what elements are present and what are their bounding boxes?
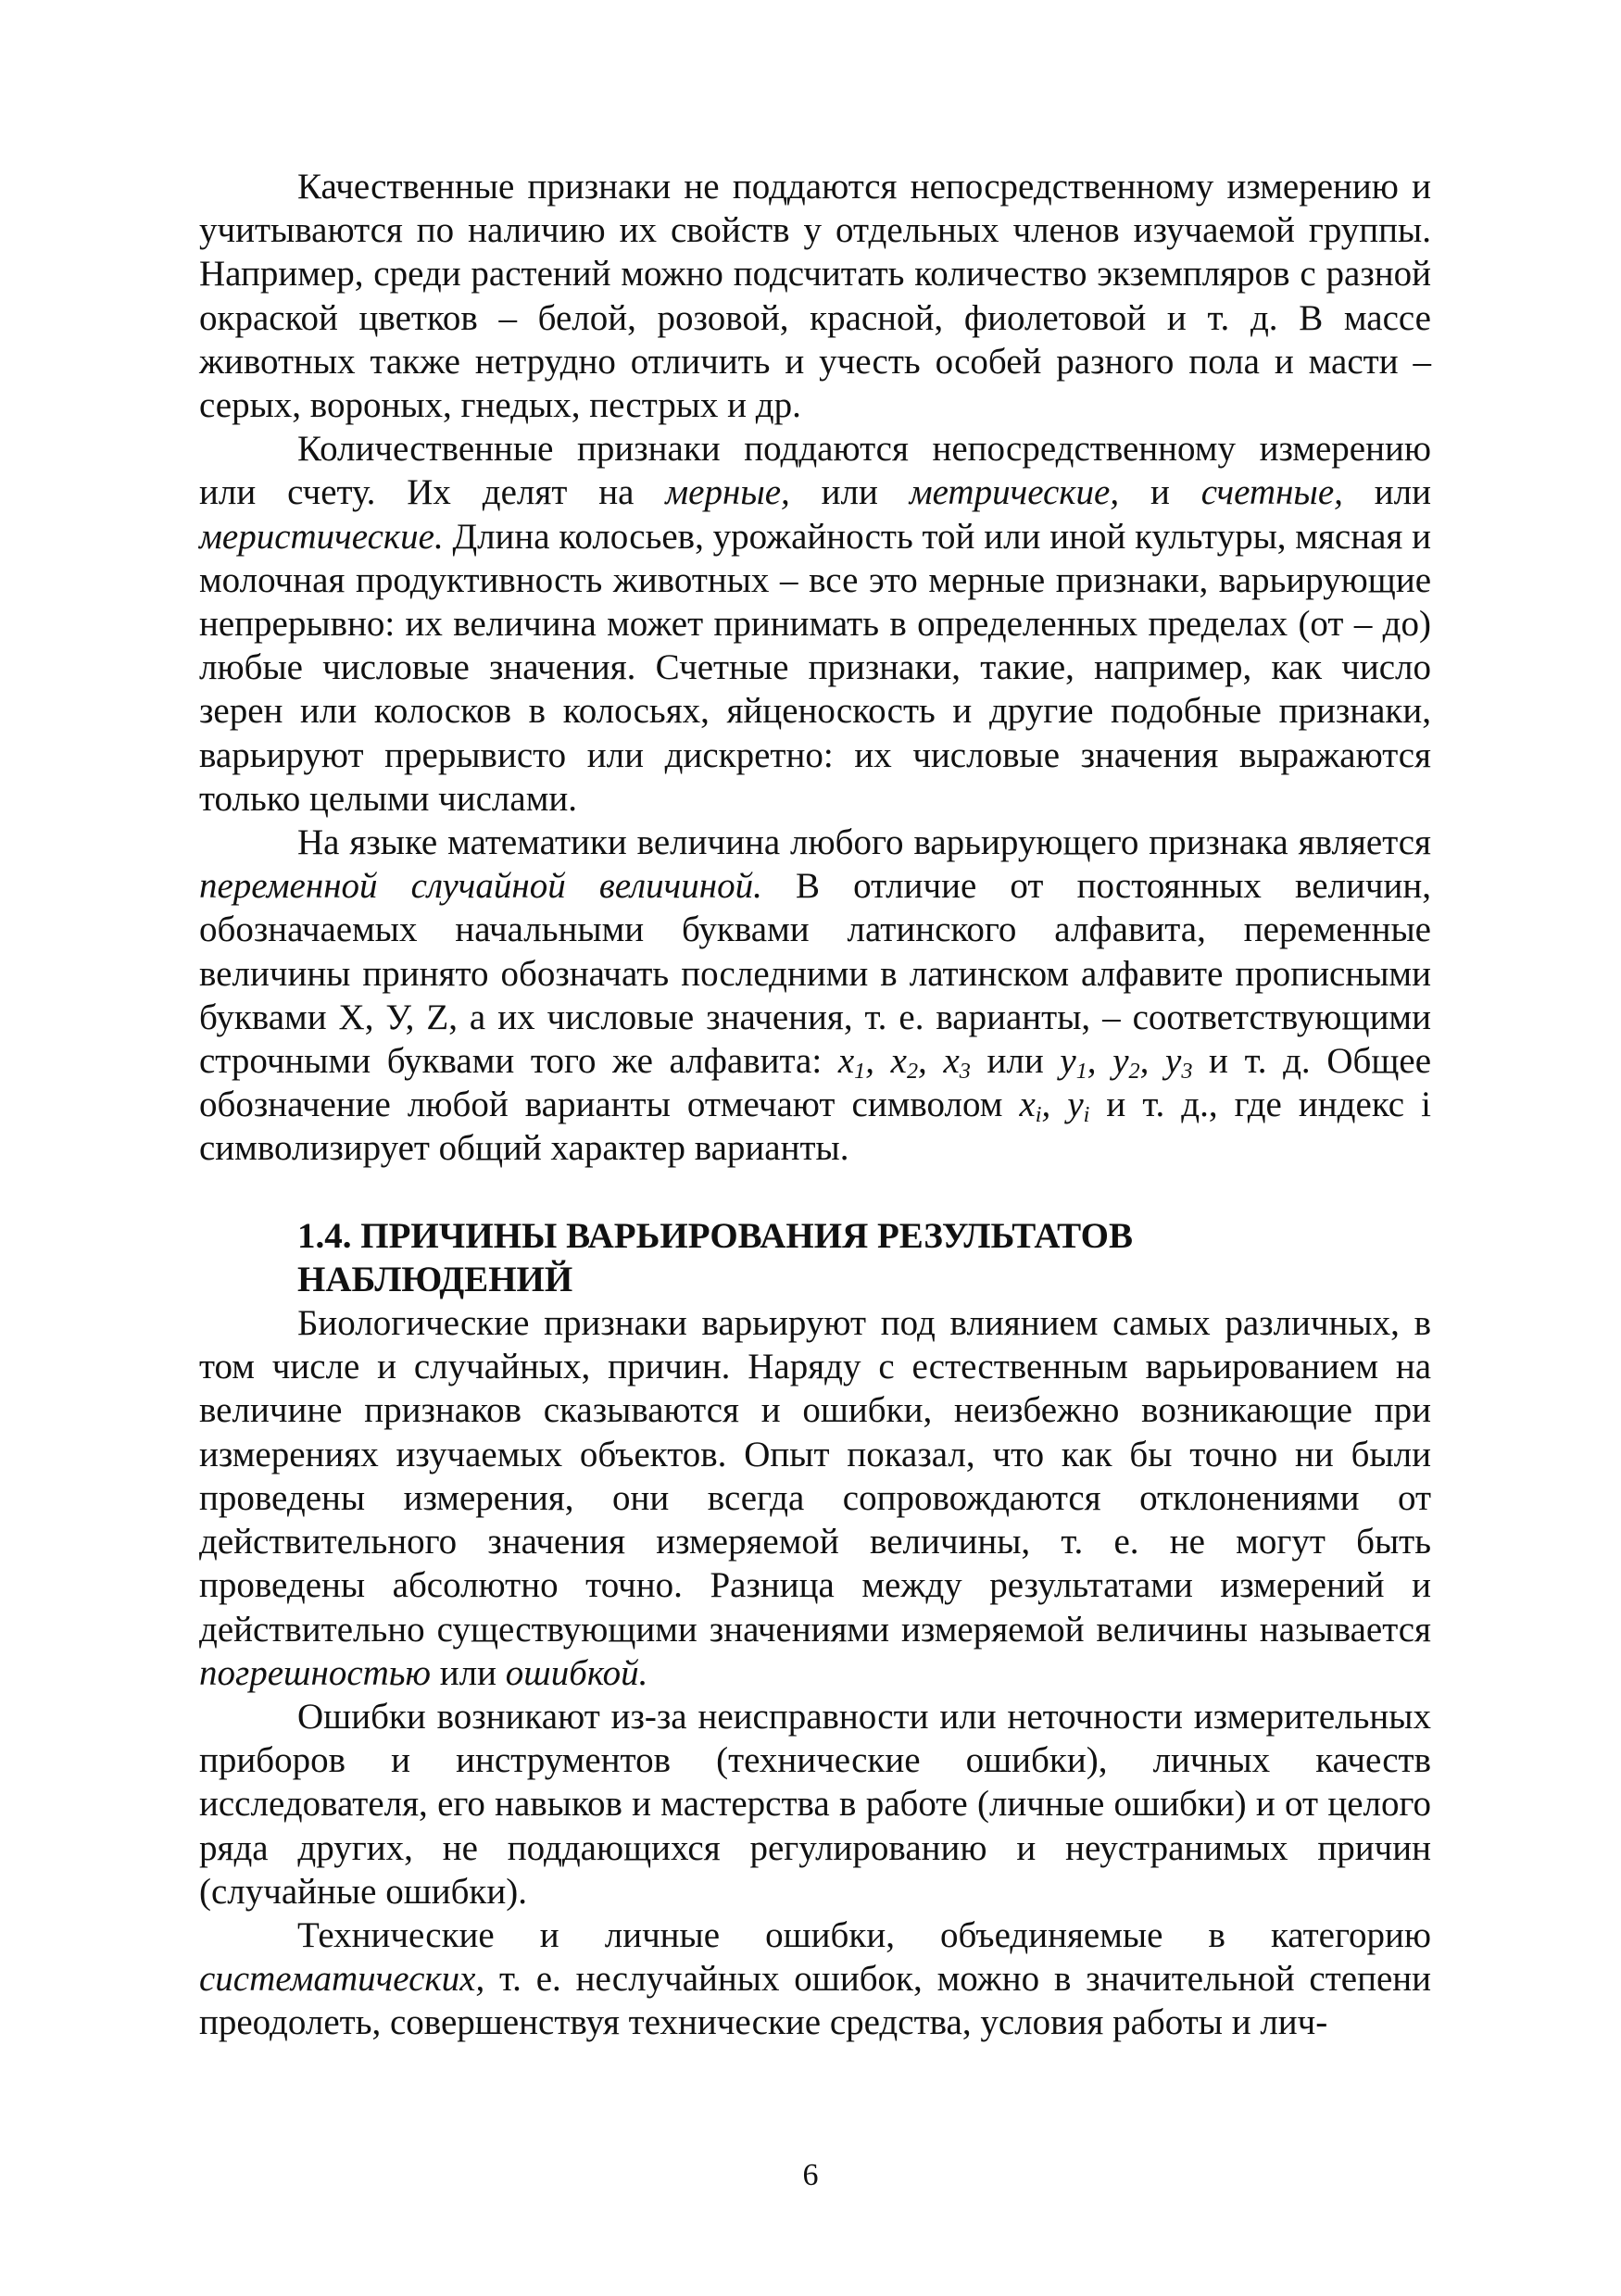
text-run: или [431,1652,506,1693]
text-run: На языке математики величина любого варьирующего признака является [297,822,1431,863]
text-run: Технические и личные ошибки, объединяемые в категорию [297,1914,1431,1955]
paragraph-biological-variation [199,1301,1431,1695]
text-run: и [1119,472,1201,513]
paragraph-random-variable [199,821,1431,1171]
math-yi: $y_i$ [1067,1085,1090,1128]
text-run: и т. д., где индекс i символизирует общий характер варианты. [199,1085,1431,1169]
term-schetnye: счетные, [1200,472,1343,513]
term-mernye: мерные, [665,472,790,513]
term-meristicheskie: меристические. [199,516,444,557]
math-y1: $y_1$ [1060,1041,1087,1085]
text-run: Количественные признаки поддаются непосредственному измерению или счету. Их делят на [199,429,1431,513]
term-oshibka: ошибкой. [505,1652,648,1693]
text-run: и т. д. Общее обозначение любой варианты отмечают символом [199,1041,1431,1125]
math-y3: $y_3$ [1165,1041,1193,1085]
paragraph-error-causes: Ошибки возникают из-за неисправности или неточности измерительных приборов и инструментов (технические ошибки), личных качеств исследователя, его навыков и мастерства в работе (личные ошибки) и от целого ряда других, не поддающихся регулированию и неустранимых причин (случайные ошибки). [199,1696,1431,1912]
paragraph-systematic-errors [199,1913,1431,2045]
section-heading-line-2: НАБЛЮДЕНИЙ [297,1259,573,1299]
term-pogreshnost: погрешностью [199,1652,432,1693]
section-heading [199,1214,1431,1301]
text-run: Биологические признаки варьируют под влиянием самых различных, в том числе и случайных, причин. Наряду с естественным варьированием на величине признаков сказываются и ошибки, неизбежно возникающие при измерениях изучаемых объектов. Опыт показал, что как бы точно ни были проведены измерения, они всегда сопровождаются отклонениями от действительного значения измеряемой величины, т. е. не могут быть проведены абсолютно точно. Разница между результатами измерений и действительно существующими значениями измеряемой величины называется [199,1303,1431,1650]
text-run: Длина колосьев, урожайность той или иной культуры, мясная и молочная продуктивность животных – все это мерные признаки, варьирующие непрерывно: их величина может принимать в определенных пределах (от – до) любые числовые значения. Счетные признаки, такие, например, как число зерен или колосков в колосьях, яйценоскость и другие подобные признаки, варьируют прерывисто или дискретно: их числовые значения выражаются только целыми числами. [199,516,1431,819]
math-y2: $y_2$ [1112,1041,1140,1085]
text-run: или [789,472,910,513]
paragraph-quantitative-traits [199,427,1431,821]
paragraph-qualitative-traits: Качественные признаки не поддаются непосредственному измерению и учитываются по наличию их свойств у отдельных членов изучаемой группы. Например, среди растений можно подсчитать количество экземпляров с разной окраской цветков – белой, розовой, красной, фиолетовой и т. д. В массе животных также нетрудно отличить и учесть особей разного пола и масти – серых, вороных, гнедых, пестрых и др. [199,167,1431,426]
section-heading-line-1: 1.4. ПРИЧИНЫ ВАРЬИРОВАНИЯ РЕЗУЛЬТАТОВ [297,1215,1133,1256]
math-sep: , [1139,1041,1165,1082]
math-x1: $x_1$ [837,1041,866,1085]
text-run: В отличие от постоянных величин, обозначаемых начальными буквами латинского алфавита, переменные величины принято обозначать последними в латинском алфавите прописными буквами X, У, Z, а их числовые значения, т. е. варианты, – соответствующими строчными буквами того же алфавита: [199,866,1431,1082]
term-metricheskie: метрические, [909,472,1120,513]
math-sep: , [918,1041,944,1082]
math-sep: , [1041,1085,1068,1125]
text-run: т. е. неслучайных ошибок, можно в значительной степени преодолеть, совершенствуя технические средства, условия работы и лич- [199,1959,1431,2043]
math-sep: , [865,1041,891,1082]
math-sep: , [1087,1041,1113,1082]
math-x2: $x_2$ [890,1041,919,1085]
text-run: или [970,1041,1061,1082]
page-number: 6 [802,2158,819,2192]
term-random-variable: переменной случайной величиной. [199,866,762,907]
page-body [199,165,1431,2045]
math-xi: $x_i$ [1019,1085,1042,1128]
math-x3: $x_3$ [943,1041,971,1085]
term-systematic: систематических, [199,1959,485,2000]
text-run: или [1342,472,1431,513]
